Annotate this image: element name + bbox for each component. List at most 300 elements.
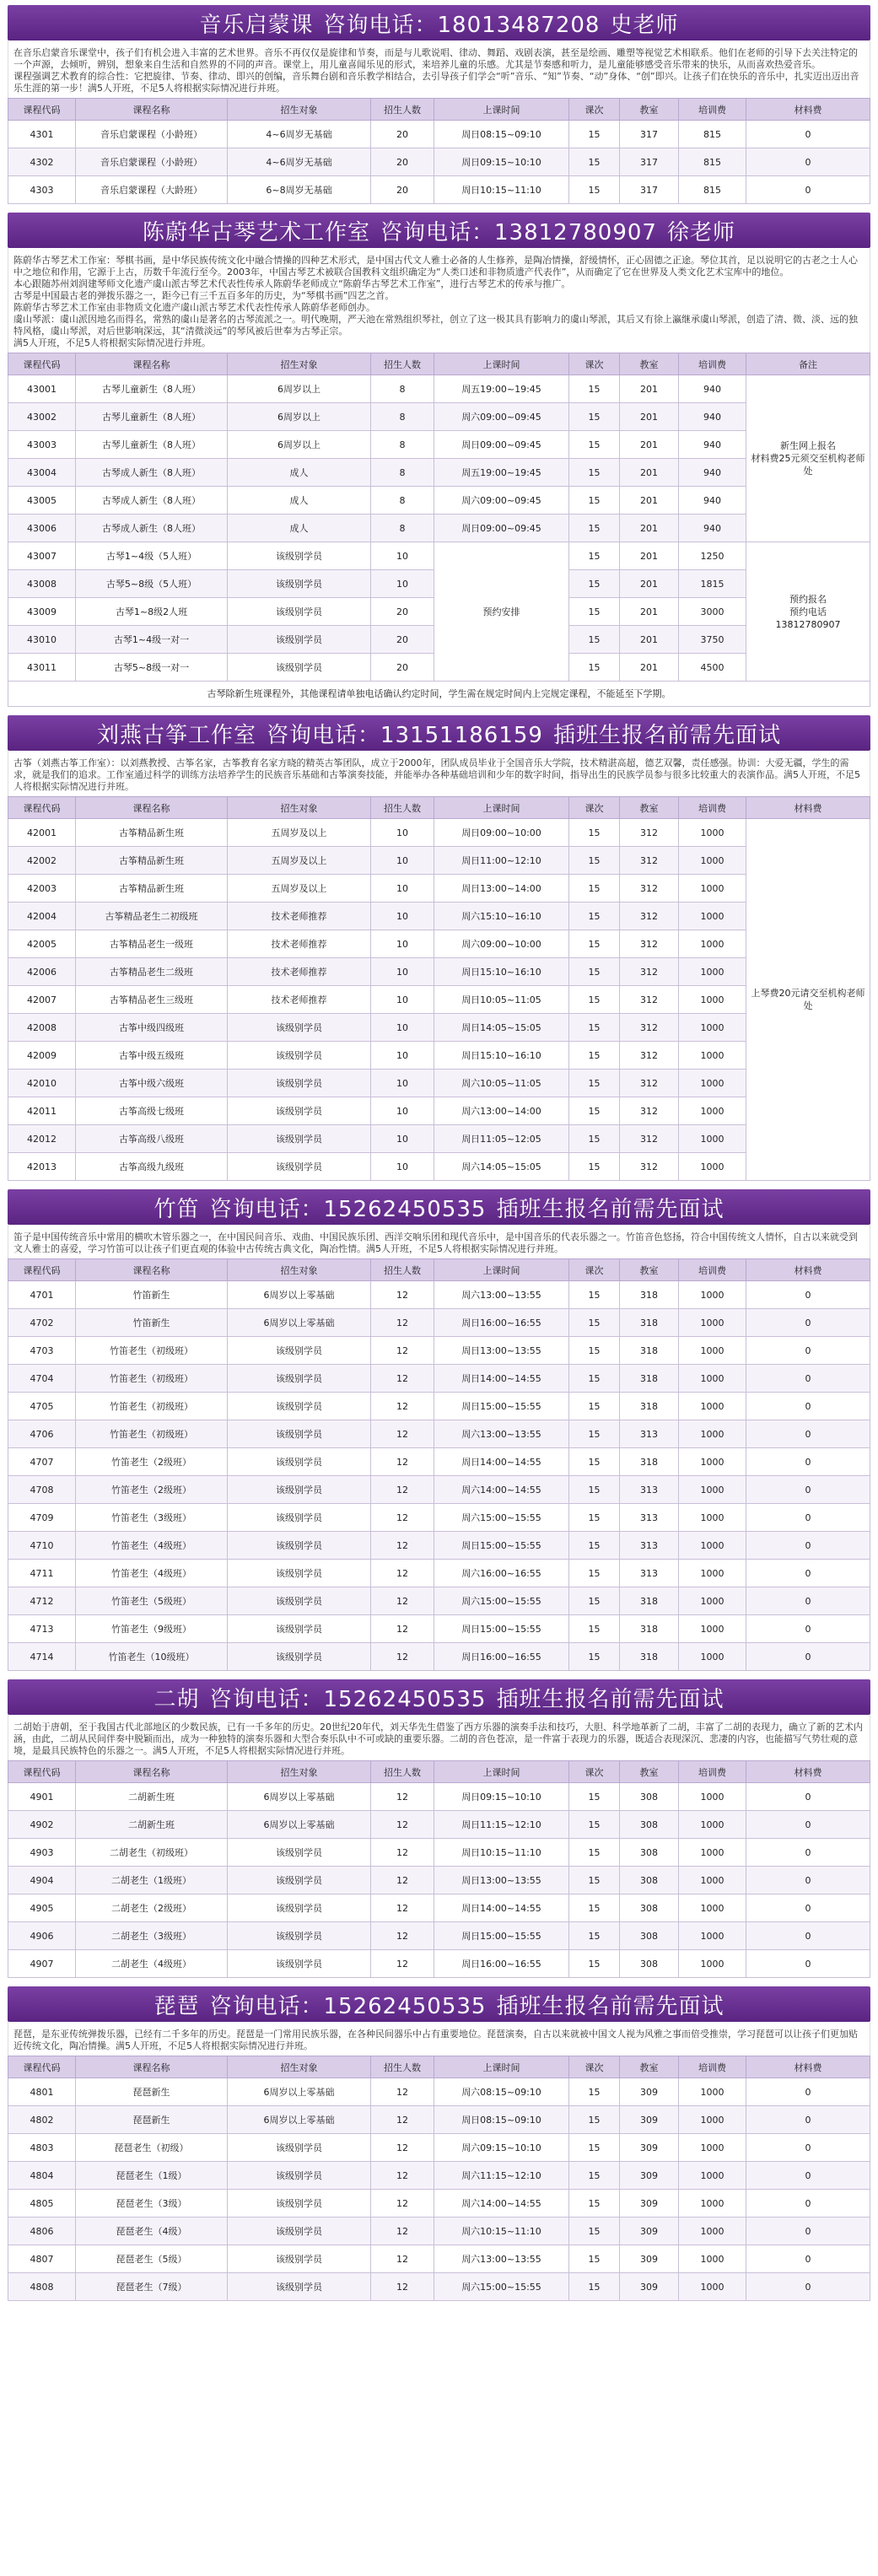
table-cell: 1000 xyxy=(679,1922,746,1950)
table-cell: 12 xyxy=(371,2134,434,2162)
column-header: 材料费 xyxy=(746,1259,870,1281)
table-cell: 该级别学员 xyxy=(228,1042,371,1070)
table-cell: 琵琶老生（初级） xyxy=(76,2134,228,2162)
table-cell: 815 xyxy=(679,148,746,176)
table-cell: 该级别学员 xyxy=(228,2218,371,2245)
table-cell: 周六14:05~15:05 xyxy=(434,1153,569,1181)
table-cell: 10 xyxy=(371,1070,434,1097)
table-cell: 15 xyxy=(569,431,620,459)
table-cell: 该级别学员 xyxy=(228,1097,371,1125)
table-cell: 6~8周岁无基础 xyxy=(228,176,371,204)
schedule-note-cell: 预约安排 xyxy=(434,542,569,682)
table-cell: 42010 xyxy=(8,1070,76,1097)
table-cell: 312 xyxy=(620,1014,679,1042)
column-header: 招生人数 xyxy=(371,797,434,819)
table-cell: 15 xyxy=(569,958,620,986)
table-cell: 1000 xyxy=(679,930,746,958)
table-cell: 1000 xyxy=(679,1476,746,1504)
table-cell: 4907 xyxy=(8,1950,76,1978)
table-cell: 312 xyxy=(620,903,679,930)
table-cell: 周日13:00~13:55 xyxy=(434,1337,569,1365)
course-table-erhu xyxy=(8,1760,870,1978)
description-paragraph: 满5人开班，不足5人将根据实际情况进行并班。 xyxy=(13,337,211,348)
section-description xyxy=(8,2022,870,2056)
table-cell: 技术老师推荐 xyxy=(228,930,371,958)
table-cell: 15 xyxy=(569,1839,620,1867)
table-cell: 0 xyxy=(746,2273,870,2301)
table-cell: 4902 xyxy=(8,1811,76,1839)
table-cell: 1000 xyxy=(679,1867,746,1894)
table-cell: 12 xyxy=(371,1448,434,1476)
table-row xyxy=(8,2218,870,2245)
column-header: 招生人数 xyxy=(371,353,434,375)
table-cell: 周六13:00~14:00 xyxy=(434,1097,569,1125)
table-cell: 周日14:00~14:55 xyxy=(434,1894,569,1922)
column-header: 课次 xyxy=(569,1259,620,1281)
section-description xyxy=(8,751,870,796)
column-header: 培训费 xyxy=(679,1259,746,1281)
table-cell: 8 xyxy=(371,403,434,431)
table-cell: 该级别学员 xyxy=(228,1420,371,1448)
table-cell: 0 xyxy=(746,1894,870,1922)
table-cell: 周日15:00~15:55 xyxy=(434,1393,569,1420)
table-cell: 312 xyxy=(620,1070,679,1097)
table-cell: 15 xyxy=(569,570,620,598)
table-row xyxy=(8,1153,870,1181)
table-cell: 竹笛老生（2级班） xyxy=(76,1476,228,1504)
table-cell: 古琴1~4级（5人班） xyxy=(76,542,228,570)
table-cell: 周六08:15~09:10 xyxy=(434,2078,569,2106)
column-header: 材料费 xyxy=(746,797,870,819)
table-cell: 12 xyxy=(371,1281,434,1309)
table-cell: 15 xyxy=(569,1365,620,1393)
table-cell: 周日15:10~16:10 xyxy=(434,958,569,986)
table-row xyxy=(8,1476,870,1504)
table-cell: 15 xyxy=(569,487,620,515)
table-cell: 1000 xyxy=(679,2273,746,2301)
table-cell: 318 xyxy=(620,1615,679,1643)
table-cell: 周六14:00~14:55 xyxy=(434,2190,569,2218)
table-cell: 15 xyxy=(569,1615,620,1643)
table-row xyxy=(8,958,870,986)
table-cell: 312 xyxy=(620,958,679,986)
table-cell: 4905 xyxy=(8,1894,76,1922)
table-cell: 308 xyxy=(620,1894,679,1922)
column-header: 课程名称 xyxy=(76,1259,228,1281)
table-cell: 1000 xyxy=(679,2190,746,2218)
table-cell: 周日15:00~15:55 xyxy=(434,1615,569,1643)
table-cell: 周六13:00~13:55 xyxy=(434,2245,569,2273)
table-cell: 10 xyxy=(371,875,434,903)
table-cell: 该级别学员 xyxy=(228,654,371,682)
table-cell: 1000 xyxy=(679,1281,746,1309)
table-row xyxy=(8,1070,870,1097)
table-cell: 308 xyxy=(620,1839,679,1867)
section-title-guqin xyxy=(8,213,870,248)
table-cell: 0 xyxy=(746,1532,870,1560)
table-cell: 技术老师推荐 xyxy=(228,903,371,930)
table-cell: 4301 xyxy=(8,121,76,148)
table-cell: 15 xyxy=(569,1448,620,1476)
table-row xyxy=(8,1922,870,1950)
table-cell: 1000 xyxy=(679,2134,746,2162)
table-cell: 15 xyxy=(569,515,620,542)
table-cell: 309 xyxy=(620,2218,679,2245)
table-cell: 201 xyxy=(620,403,679,431)
table-cell: 10 xyxy=(371,570,434,598)
table-cell: 309 xyxy=(620,2106,679,2134)
table-cell: 该级别学员 xyxy=(228,1587,371,1615)
table-cell: 12 xyxy=(371,1839,434,1867)
table-cell: 古筝精品老生一级班 xyxy=(76,930,228,958)
table-cell: 周日10:05~11:05 xyxy=(434,986,569,1014)
column-header: 课次 xyxy=(569,2056,620,2078)
table-cell: 12 xyxy=(371,1476,434,1504)
table-cell: 周日10:15~11:10 xyxy=(434,176,569,204)
table-cell: 竹笛老生（4级班） xyxy=(76,1532,228,1560)
column-header: 培训费 xyxy=(679,1761,746,1783)
table-cell: 12 xyxy=(371,1393,434,1420)
table-cell: 15 xyxy=(569,148,620,176)
table-cell: 15 xyxy=(569,2245,620,2273)
table-cell: 古筝高级九级班 xyxy=(76,1153,228,1181)
table-cell: 1000 xyxy=(679,1420,746,1448)
column-header: 教室 xyxy=(620,1761,679,1783)
table-cell: 42009 xyxy=(8,1042,76,1070)
table-cell: 4500 xyxy=(679,654,746,682)
table-cell: 古琴成人新生（8人班） xyxy=(76,515,228,542)
table-cell: 古筝精品老生二级班 xyxy=(76,958,228,986)
table-cell: 二胡老生（4级班） xyxy=(76,1950,228,1978)
table-cell: 15 xyxy=(569,1281,620,1309)
table-cell: 0 xyxy=(746,2106,870,2134)
table-cell: 周日11:05~12:05 xyxy=(434,1125,569,1153)
table-cell: 1000 xyxy=(679,1587,746,1615)
table-header-row xyxy=(8,1761,870,1783)
table-cell: 该级别学员 xyxy=(228,2134,371,2162)
table-cell: 20 xyxy=(371,176,434,204)
table-cell: 周六11:15~12:10 xyxy=(434,2162,569,2190)
table-row xyxy=(8,1448,870,1476)
table-cell: 940 xyxy=(679,459,746,487)
table-cell: 0 xyxy=(746,1643,870,1671)
table-cell: 竹笛新生 xyxy=(76,1309,228,1337)
description-paragraph: 二胡始于唐朝，至于我国古代北部地区的少数民族，已有一千多年的历史。20世纪20年代，刘天华先生借鉴了西方乐器的演奏手法和技巧，大胆、科学地革新了二胡，丰富了二胡的表现力，确立了新的艺术内涵，由此，二胡从民间伴奏中脱颖而出，成为一种独特的演奏乐器和大型合奏乐队中不可或缺的重要乐器。二胡的音色苍凉，是一件富于表现力的乐器，既适合表现深沉、悲凄的内容，也能描写气势壮观的意境，是最具民族特色的乐器之一。满5人开班，不足5人将根据实际情况进行并班。 xyxy=(13,1722,863,1756)
table-cell: 1000 xyxy=(679,1950,746,1978)
section-name: 刘燕古筝工作室 xyxy=(97,722,257,748)
table-cell: 12 xyxy=(371,2190,434,2218)
table-cell: 周日11:00~12:10 xyxy=(434,847,569,875)
table-cell: 古筝精品老生三级班 xyxy=(76,986,228,1014)
table-cell: 12 xyxy=(371,2078,434,2106)
table-cell: 周日16:00~16:55 xyxy=(434,1643,569,1671)
table-cell: 15 xyxy=(569,819,620,847)
table-cell: 12 xyxy=(371,1365,434,1393)
table-cell: 音乐启蒙课程（小龄班） xyxy=(76,121,228,148)
table-cell: 1000 xyxy=(679,2078,746,2106)
table-cell: 周日15:00~15:55 xyxy=(434,1532,569,1560)
table-cell: 1815 xyxy=(679,570,746,598)
table-cell: 42007 xyxy=(8,986,76,1014)
table-cell: 周日14:05~15:05 xyxy=(434,1014,569,1042)
column-header: 课程名称 xyxy=(76,2056,228,2078)
table-cell: 0 xyxy=(746,1393,870,1420)
table-cell: 312 xyxy=(620,1042,679,1070)
column-header: 上课时间 xyxy=(434,99,569,121)
section-extra: 插班生报名前需先面试 xyxy=(496,1993,724,2019)
table-cell: 10 xyxy=(371,847,434,875)
table-row xyxy=(8,986,870,1014)
table-cell: 二胡新生班 xyxy=(76,1811,228,1839)
table-cell: 4904 xyxy=(8,1867,76,1894)
column-header: 备注 xyxy=(746,353,870,375)
table-cell: 0 xyxy=(746,2190,870,2218)
table-cell: 15 xyxy=(569,2078,620,2106)
table-cell: 10 xyxy=(371,930,434,958)
table-row xyxy=(8,875,870,903)
column-header: 培训费 xyxy=(679,353,746,375)
table-cell: 周日13:00~14:00 xyxy=(434,875,569,903)
table-cell: 12 xyxy=(371,1420,434,1448)
table-cell: 15 xyxy=(569,1950,620,1978)
section-title-guzheng xyxy=(8,715,870,751)
table-cell: 12 xyxy=(371,1337,434,1365)
section-phone: 咨询电话：15262450535 xyxy=(209,1993,487,2019)
table-cell: 312 xyxy=(620,1125,679,1153)
table-cell: 周日13:00~13:55 xyxy=(434,1867,569,1894)
course-table-guqin xyxy=(8,353,870,682)
table-row xyxy=(8,1811,870,1839)
table-cell: 五周岁及以上 xyxy=(228,819,371,847)
table-cell: 周六10:05~11:05 xyxy=(434,1070,569,1097)
table-cell: 技术老师推荐 xyxy=(228,958,371,986)
table-cell: 8 xyxy=(371,431,434,459)
table-cell: 竹笛老生（初级班） xyxy=(76,1420,228,1448)
table-cell: 该级别学员 xyxy=(228,1070,371,1097)
table-cell: 1000 xyxy=(679,986,746,1014)
table-cell: 4708 xyxy=(8,1476,76,1504)
table-cell: 15 xyxy=(569,2218,620,2245)
table-cell: 15 xyxy=(569,375,620,403)
table-cell: 308 xyxy=(620,1867,679,1894)
table-cell: 3750 xyxy=(679,626,746,654)
table-cell: 1000 xyxy=(679,875,746,903)
table-cell: 该级别学员 xyxy=(228,2190,371,2218)
table-cell: 周六15:10~16:10 xyxy=(434,903,569,930)
table-row xyxy=(8,2106,870,2134)
table-cell: 1000 xyxy=(679,1365,746,1393)
table-cell: 15 xyxy=(569,1125,620,1153)
table-cell: 312 xyxy=(620,1097,679,1125)
table-cell: 古筝中级四级班 xyxy=(76,1014,228,1042)
table-cell: 12 xyxy=(371,1950,434,1978)
table-cell: 0 xyxy=(746,1922,870,1950)
table-row xyxy=(8,819,870,847)
table-cell: 309 xyxy=(620,2162,679,2190)
table-cell: 1000 xyxy=(679,2162,746,2190)
table-cell: 周六09:15~10:10 xyxy=(434,2134,569,2162)
table-cell: 琵琶老生（3级） xyxy=(76,2190,228,2218)
table-cell: 43006 xyxy=(8,515,76,542)
table-cell: 1000 xyxy=(679,1042,746,1070)
table-row xyxy=(8,1042,870,1070)
table-cell: 0 xyxy=(746,176,870,204)
table-cell: 周六09:00~10:00 xyxy=(434,930,569,958)
course-table-pipa xyxy=(8,2056,870,2301)
table-cell: 该级别学员 xyxy=(228,1153,371,1181)
table-cell: 周六14:00~14:55 xyxy=(434,1476,569,1504)
table-row xyxy=(8,375,870,403)
table-cell: 6周岁以上 xyxy=(228,403,371,431)
table-cell: 313 xyxy=(620,1532,679,1560)
table-cell: 12 xyxy=(371,1867,434,1894)
table-cell: 0 xyxy=(746,2162,870,2190)
table-cell: 古筝中级六级班 xyxy=(76,1070,228,1097)
table-cell: 1000 xyxy=(679,1125,746,1153)
table-cell: 15 xyxy=(569,1014,620,1042)
table-cell: 0 xyxy=(746,1839,870,1867)
table-cell: 15 xyxy=(569,1504,620,1532)
table-header-row xyxy=(8,99,870,121)
table-cell: 0 xyxy=(746,121,870,148)
table-cell: 二胡老生（1级班） xyxy=(76,1867,228,1894)
table-cell: 0 xyxy=(746,2134,870,2162)
column-header: 教室 xyxy=(620,353,679,375)
table-cell: 该级别学员 xyxy=(228,2245,371,2273)
table-cell: 308 xyxy=(620,1950,679,1978)
table-cell: 201 xyxy=(620,598,679,626)
table-cell: 12 xyxy=(371,1894,434,1922)
table-cell: 古琴成人新生（8人班） xyxy=(76,459,228,487)
table-cell: 1000 xyxy=(679,1811,746,1839)
table-cell: 周日08:15~09:10 xyxy=(434,121,569,148)
table-cell: 318 xyxy=(620,1365,679,1393)
table-cell: 42008 xyxy=(8,1014,76,1042)
table-cell: 4903 xyxy=(8,1839,76,1867)
table-cell: 312 xyxy=(620,819,679,847)
table-cell: 15 xyxy=(569,1070,620,1097)
table-cell: 15 xyxy=(569,2190,620,2218)
table-cell: 15 xyxy=(569,1393,620,1420)
table-cell: 该级别学员 xyxy=(228,598,371,626)
column-header: 上课时间 xyxy=(434,2056,569,2078)
table-cell: 318 xyxy=(620,1337,679,1365)
table-cell: 0 xyxy=(746,1615,870,1643)
table-cell: 15 xyxy=(569,121,620,148)
table-row xyxy=(8,1615,870,1643)
table-cell: 940 xyxy=(679,515,746,542)
table-cell: 五周岁及以上 xyxy=(228,875,371,903)
table-cell: 4711 xyxy=(8,1560,76,1587)
table-cell: 周六13:00~13:55 xyxy=(434,1281,569,1309)
table-row xyxy=(8,1309,870,1337)
table-cell: 15 xyxy=(569,654,620,682)
table-cell: 312 xyxy=(620,875,679,903)
table-cell: 42013 xyxy=(8,1153,76,1181)
table-cell: 4806 xyxy=(8,2218,76,2245)
table-cell: 309 xyxy=(620,2273,679,2301)
table-row xyxy=(8,403,870,431)
table-cell: 15 xyxy=(569,542,620,570)
table-cell: 4707 xyxy=(8,1448,76,1476)
table-cell: 318 xyxy=(620,1448,679,1476)
description-paragraph: 陈蔚华古琴艺术工作室：琴棋书画，是中华民族传统文化中融合情操的四种艺术形式，是中国古代文人雅士必备的人生修养，是陶冶情操，舒缓情怀，正心固德之正途。琴位其首，足以说明它的古老之士人心中之地位和作用，它源于上古，历数千年流行至今。2003年，中国古琴艺术被联合国教科文组织确定为“人类口述和非物质遗产代表作”，从而确定了它在世界及人类文化艺术宝库中的地位。 xyxy=(13,255,858,278)
table-cell: 周日10:15~11:10 xyxy=(434,1839,569,1867)
table-cell: 该级别学员 xyxy=(228,570,371,598)
table-cell: 0 xyxy=(746,2218,870,2245)
table-cell: 10 xyxy=(371,986,434,1014)
table-cell: 该级别学员 xyxy=(228,542,371,570)
column-header: 教室 xyxy=(620,797,679,819)
table-cell: 12 xyxy=(371,2162,434,2190)
table-cell: 12 xyxy=(371,1922,434,1950)
table-cell: 竹笛老生（4级班） xyxy=(76,1560,228,1587)
column-header: 教室 xyxy=(620,99,679,121)
table-cell: 15 xyxy=(569,1922,620,1950)
material-fee-note: 上琴费20元请交至机构老师处 xyxy=(746,819,870,1181)
table-cell: 4302 xyxy=(8,148,76,176)
column-header: 材料费 xyxy=(746,2056,870,2078)
table-cell: 1000 xyxy=(679,1615,746,1643)
table-cell: 15 xyxy=(569,459,620,487)
table-cell: 1000 xyxy=(679,1309,746,1337)
table-row xyxy=(8,1894,870,1922)
table-cell: 二胡老生（2级班） xyxy=(76,1894,228,1922)
table-cell: 古琴成人新生（8人班） xyxy=(76,487,228,515)
table-row xyxy=(8,1532,870,1560)
table-row xyxy=(8,431,870,459)
table-cell: 6周岁以上 xyxy=(228,375,371,403)
section-teacher: 史老师 xyxy=(610,12,679,38)
section-phone: 咨询电话：13812780907 xyxy=(380,219,657,245)
description-paragraph: 虞山琴派：虞山派因地名而得名，常熟的虞山是著名的古琴流派之一。明代晚期，严天池在常熟组织琴社，创立了这一极其具有影响力的虞山琴派，其后又有徐上瀛继承虞山琴派，创造了清、微、淡、远的独特风格，虞山琴派，对后世影响深远，其“清微淡远”的琴风被后世奉为古琴正宗。 xyxy=(13,314,858,337)
table-cell: 15 xyxy=(569,847,620,875)
table-row xyxy=(8,2245,870,2273)
table-cell: 琵琶老生（7级） xyxy=(76,2273,228,2301)
column-header: 材料费 xyxy=(746,99,870,121)
table-cell: 1000 xyxy=(679,958,746,986)
table-cell: 古筝精品新生班 xyxy=(76,875,228,903)
table-row xyxy=(8,1643,870,1671)
table-cell: 0 xyxy=(746,2078,870,2106)
column-header: 课程代码 xyxy=(8,2056,76,2078)
column-header: 上课时间 xyxy=(434,797,569,819)
section-description xyxy=(8,40,870,98)
description-paragraph: 笛子是中国传统音乐中常用的横吹木管乐器之一，在中国民间音乐、戏曲、中国民族乐团、西洋交响乐团和现代音乐中，是中国音乐的代表乐器之一。竹笛音色悠扬，符合中国传统文人情怀，自古以来就受到文人雅士的喜爱，学习竹笛可以让孩子们更直观的体验中古传统古典文化，陶冶性情。满5人开班，不足5人将根据实际情况进行并班。 xyxy=(13,1231,858,1254)
table-row xyxy=(8,176,870,204)
table-cell: 周六10:15~11:10 xyxy=(434,2218,569,2245)
table-cell: 4801 xyxy=(8,2078,76,2106)
table-cell: 201 xyxy=(620,431,679,459)
table-cell: 0 xyxy=(746,1476,870,1504)
table-cell: 1000 xyxy=(679,1014,746,1042)
table-row xyxy=(8,1587,870,1615)
table-cell: 312 xyxy=(620,1153,679,1181)
table-cell: 周日16:00~16:55 xyxy=(434,1309,569,1337)
table-cell: 15 xyxy=(569,1643,620,1671)
table-cell: 6周岁以上零基础 xyxy=(228,2078,371,2106)
column-header: 培训费 xyxy=(679,99,746,121)
column-header: 课程代码 xyxy=(8,1761,76,1783)
column-header: 招生人数 xyxy=(371,99,434,121)
table-cell: 4804 xyxy=(8,2162,76,2190)
table-cell: 1000 xyxy=(679,2106,746,2134)
table-cell: 4713 xyxy=(8,1615,76,1643)
table-cell: 12 xyxy=(371,2106,434,2134)
table-cell: 42006 xyxy=(8,958,76,986)
table-cell: 4901 xyxy=(8,1783,76,1811)
table-row xyxy=(8,1097,870,1125)
